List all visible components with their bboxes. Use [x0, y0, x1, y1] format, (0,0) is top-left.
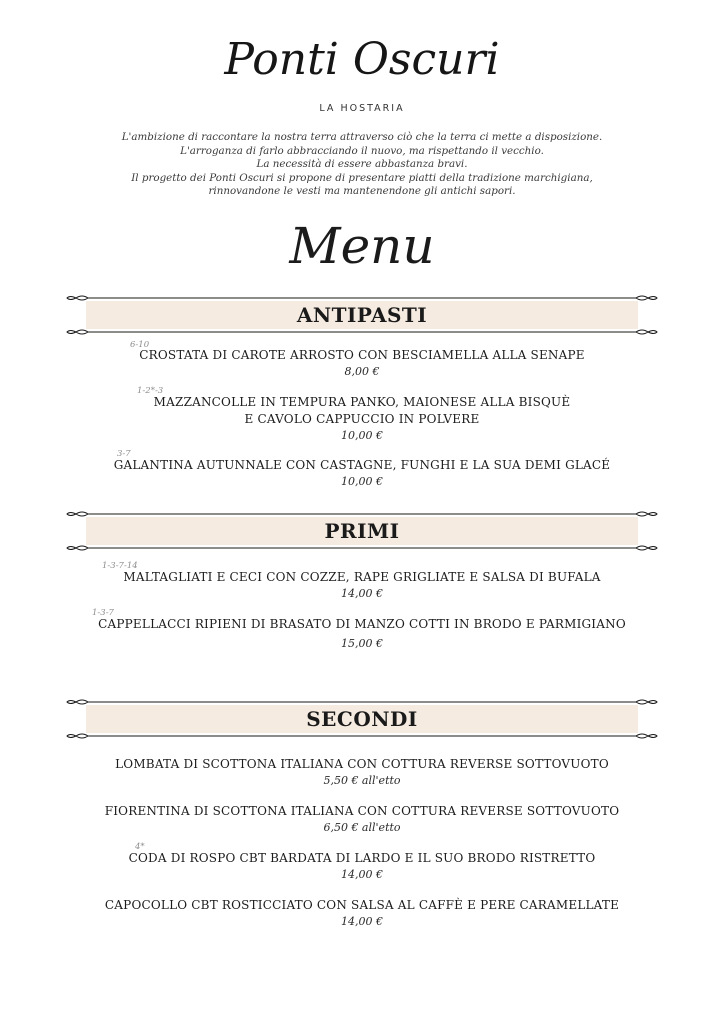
section-banner-antipasti [66, 292, 658, 338]
allergen-codes: 1-3-7-14 [102, 561, 138, 571]
menu-item [0, 347, 724, 380]
dish-name: MALTAGLIATI E CECI CON COZZE, RAPE GRIGLIATE E SALSA DI BUFALA [123, 570, 601, 584]
intro-text [100, 131, 624, 199]
brand-subtitle: LA HOSTARIA [319, 103, 405, 114]
intro-line: La necessità di essere abbastanza bravi. [256, 158, 468, 171]
section-title: PRIMI [324, 519, 400, 543]
allergen-codes: 4* [135, 842, 145, 852]
menu-item [0, 394, 724, 444]
dish-price: 14,00 € [341, 868, 383, 881]
section-title: SECONDI [306, 707, 418, 731]
intro-line: L'ambizione di raccontare la nostra terra attraverso ciò che la terra ci mette a disposizione. [121, 131, 603, 143]
dish-price: 14,00 € [341, 915, 383, 928]
dish-price: 6,50 € all'etto [323, 821, 401, 834]
dish-name: CODA DI ROSPO CBT BARDATA DI LARDO E IL SUO BRODO RISTRETTO [128, 851, 596, 865]
allergen-codes: 1-3-7 [92, 608, 114, 618]
allergen-codes: 1-2*-3 [137, 386, 164, 396]
intro-line: rinnovandone le vesti ma mantenendone gli antichi sapori. [208, 185, 516, 198]
dish-name: CAPOCOLLO CBT ROSTICCIATO CON SALSA AL CAFFÈ E PERE CARAMELLATE [104, 898, 620, 912]
dish-price: 10,00 € [341, 475, 383, 488]
menu-item [0, 850, 724, 883]
section-banner-secondi [66, 696, 658, 742]
dish-name: CROSTATA DI CAROTE ARROSTO CON BESCIAMELLA ALLA SENAPE [139, 348, 585, 362]
allergen-codes: 6-10 [130, 340, 150, 350]
section-banner-primi [66, 508, 658, 554]
menu-item [0, 803, 724, 836]
dish-price: 14,00 € [341, 587, 383, 600]
dish-name-line2: E CAVOLO CAPPUCCIO IN POLVERE [244, 412, 480, 426]
menu-title: Menu [289, 217, 435, 275]
menu-item [0, 457, 724, 490]
menu-item [0, 756, 724, 789]
dish-name: GALANTINA AUTUNNALE CON CASTAGNE, FUNGHI E LA SUA DEMI GLACÉ [113, 458, 611, 472]
dish-name: MAZZANCOLLE IN TEMPURA PANKO, MAIONESE ALLA BISQUÈ [153, 395, 571, 409]
dish-name: CAPPELLACCI RIPIENI DI BRASATO DI MANZO COTTI IN BRODO E PARMIGIANO [98, 617, 626, 631]
dish-price: 10,00 € [341, 429, 383, 442]
intro-line: L'arroganza di farlo abbracciando il nuovo, ma rispettando il vecchio. [180, 144, 544, 157]
menu-item [0, 569, 724, 602]
dish-price: 15,00 € [341, 637, 383, 650]
dish-name: LOMBATA DI SCOTTONA ITALIANA CON COTTURA REVERSE SOTTOVUOTO [115, 757, 609, 771]
menu-item [0, 616, 724, 652]
allergen-codes: 3-7 [117, 449, 131, 459]
dish-name: FIORENTINA DI SCOTTONA ITALIANA CON COTTURA REVERSE SOTTOVUOTO [104, 804, 620, 818]
section-title: ANTIPASTI [296, 303, 428, 327]
dish-price: 8,00 € [344, 365, 380, 378]
menu-item [0, 897, 724, 930]
intro-line: Il progetto dei Ponti Oscuri si propone di presentare piatti della tradizione marchigiana, [131, 171, 593, 184]
dish-price: 5,50 € all'etto [323, 774, 401, 787]
brand-logo: Ponti Oscuri [224, 34, 500, 85]
